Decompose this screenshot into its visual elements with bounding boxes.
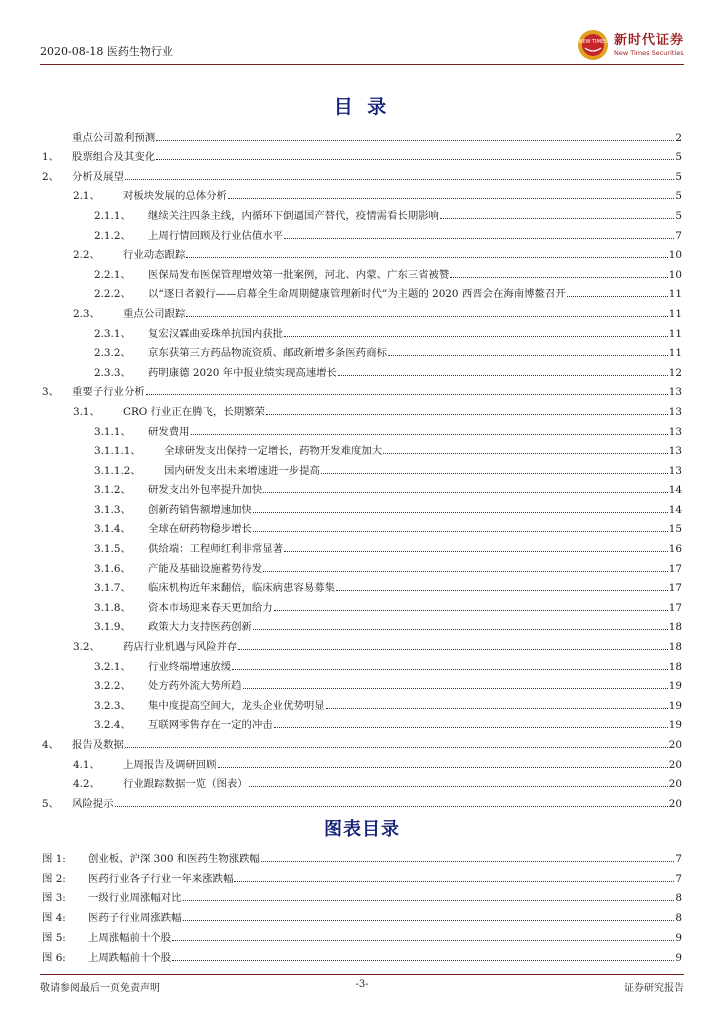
toc-entry[interactable] (42, 183, 682, 203)
toc-entry[interactable] (42, 418, 682, 438)
toc-entry-number: 3.1.9、 (94, 621, 131, 634)
footer-page-number: -3- (355, 979, 369, 990)
dot-leader (191, 434, 668, 435)
figure-entry-text: 创业板、沪深 300 和医药生物涨跌幅 (88, 852, 260, 865)
dot-leader (450, 277, 667, 278)
dot-leader (253, 531, 668, 532)
figure-entry[interactable] (42, 845, 682, 865)
toc-entry-text: 创新药销售额增速加快 (148, 503, 252, 516)
toc-entry-text: 行业动态跟踪 (123, 249, 186, 262)
figure-entry[interactable] (42, 924, 682, 944)
toc-entry-page: 18 (668, 641, 682, 654)
toc-entry-number: 2.3.1、 (94, 327, 131, 340)
dot-leader (274, 727, 668, 728)
company-logo (576, 28, 684, 62)
figure-entry-text: 上周跌幅前十个股 (88, 951, 172, 964)
page-footer (40, 974, 684, 994)
dot-leader (172, 940, 674, 941)
toc-entry-number: 3.1.1、 (94, 425, 131, 438)
toc-entry-page: 14 (668, 484, 682, 497)
figure-entry-text: 医药行业各子行业一年来涨跌幅 (88, 872, 234, 885)
figure-entry-text: 上周涨幅前十个股 (88, 931, 172, 944)
toc-entry-text: 临床机构近年来翻倍，临床病患容易募集 (148, 582, 336, 595)
figure-entry-page: 8 (675, 912, 682, 925)
toc-entry[interactable] (42, 771, 682, 791)
dot-leader (261, 861, 674, 862)
dot-leader (253, 512, 668, 513)
toc-entry-number: 3.2.3、 (94, 699, 131, 712)
toc-entry[interactable] (42, 692, 682, 712)
toc-entry[interactable] (42, 124, 682, 144)
toc-entry-number: 2.2.1、 (94, 268, 131, 281)
toc-entry-number: 3.1.1.1、 (94, 445, 141, 458)
toc-entry-page: 10 (668, 249, 682, 262)
toc-entry[interactable] (42, 320, 682, 340)
toc-entry-text: 上周报告及调研回顾 (123, 758, 217, 771)
toc-entry-page: 13 (668, 425, 682, 438)
toc-entry-page: 18 (668, 621, 682, 634)
figure-entry-page: 9 (675, 931, 682, 944)
toc-entry-text: 分析及展望 (72, 170, 124, 183)
toc-entry[interactable] (42, 242, 682, 262)
toc-entry-text: 重点公司盈利预测 (72, 131, 156, 144)
dot-leader (156, 140, 674, 141)
toc-entry[interactable] (42, 575, 682, 595)
toc-entry[interactable] (42, 516, 682, 536)
dot-leader (253, 629, 668, 630)
toc-entry-page: 14 (668, 503, 682, 516)
toc-entry-text: 重点公司跟踪 (123, 307, 186, 320)
toc-entry-number: 2.3、 (73, 307, 100, 320)
toc-entry-text: 产能及基础设施蓄势待发 (148, 562, 263, 575)
toc-entry-text: CRO 行业正在腾飞，长期繁荣 (123, 405, 265, 418)
toc-entry[interactable] (42, 751, 682, 771)
toc-entry-text: 报告及数据 (72, 739, 124, 751)
figure-entry-text: 医药子行业周涨跌幅 (88, 912, 182, 925)
toc-entry-page: 16 (668, 543, 682, 556)
toc-entry[interactable] (42, 202, 682, 222)
toc-entry-page: 20 (668, 758, 682, 771)
toc-entry-number: 2.1.2、 (94, 229, 131, 242)
toc-entry-text: 行业跟踪数据一览（图表） (123, 778, 248, 791)
figure-entry-number: 图 1: (42, 852, 66, 865)
dot-leader (234, 881, 674, 882)
toc-entry-text: 医保局发布医保管理增效第一批案例，河北、内蒙、广东三省被赞 (148, 268, 450, 281)
toc-entry-text: 资本市场迎来春天更加给力 (148, 601, 273, 614)
dot-leader (183, 920, 675, 921)
toc-entry-number: 3、 (42, 386, 60, 399)
toc-entry-text: 研发支出外包率提升加快 (148, 484, 263, 497)
toc-entry-number: 3.2.2、 (94, 680, 131, 693)
dot-leader (183, 900, 675, 901)
toc-entry-page: 5 (675, 170, 682, 183)
toc-entry-number: 2、 (42, 170, 60, 183)
dot-leader (284, 238, 674, 239)
figure-entry-page: 7 (675, 872, 682, 885)
dot-leader (146, 394, 668, 395)
figure-entry[interactable] (42, 885, 682, 905)
toc-entry-text: 供给端：工程师红利非常显著 (148, 543, 284, 556)
toc-entry-text: 互联网零售存在一定的冲击 (148, 719, 273, 732)
logo-chinese-name: 新时代证券 (613, 32, 684, 48)
dot-leader (228, 198, 674, 199)
toc-entry-page: 5 (675, 190, 682, 203)
dot-leader (567, 296, 668, 297)
toc-entry[interactable] (42, 633, 682, 653)
toc-entry-text: 全球在研药物稳步增长 (148, 523, 252, 536)
toc-entry[interactable] (42, 496, 682, 516)
toc-entry[interactable] (42, 438, 682, 458)
toc-entry-page: 20 (668, 797, 682, 810)
toc-entry-text: 以“逐日者毅行——启幕全生命周期健康管理新时代”为主题的 2020 西晋会在海南博鳌召开 (148, 288, 566, 301)
toc-entry-page: 5 (675, 151, 682, 164)
toc-entry[interactable] (42, 261, 682, 281)
figure-entry-number: 图 3: (42, 892, 66, 905)
toc-entry-number: 3.1.1.2、 (94, 464, 141, 477)
table-of-contents (42, 124, 682, 810)
toc-entry-page: 13 (668, 405, 682, 418)
toc-entry[interactable] (42, 790, 682, 810)
toc-entry-number: 3.2.1、 (94, 660, 131, 673)
toc-entry-text: 处方药外流大势所趋 (148, 680, 242, 693)
toc-entry-page: 13 (668, 464, 682, 477)
toc-entry-page: 12 (668, 366, 682, 379)
toc-heading: 目 录 (333, 96, 391, 118)
toc-entry-page: 11 (668, 288, 682, 301)
toc-entry-text: 上周行情回顾及行业估值水平 (148, 229, 284, 242)
toc-entry-text: 对板块发展的总体分析 (123, 190, 227, 203)
toc-entry-number: 1、 (42, 151, 60, 164)
footer-disclaimer: 敬请参阅最后一页免责声明 (40, 983, 160, 994)
toc-entry-page: 7 (675, 229, 682, 242)
new-times-logo-icon (576, 28, 610, 62)
toc-entry-page: 17 (668, 601, 682, 614)
toc-entry[interactable] (42, 281, 682, 301)
dot-leader (125, 747, 668, 748)
toc-entry-text: 药明康德 2020 年中报业绩实现高速增长 (148, 366, 337, 379)
logo-mark-text: NEW TIMES (578, 39, 608, 45)
toc-entry-number: 2.3.3、 (94, 366, 131, 379)
toc-entry-number: 3.1.8、 (94, 601, 131, 614)
dot-leader (266, 414, 668, 415)
dot-leader (243, 688, 668, 689)
toc-entry-number: 2.3.2、 (94, 347, 131, 360)
toc-entry-text: 京东获第三方药品物流资质、邮政新增多条医药商标 (148, 347, 387, 360)
toc-entry[interactable] (42, 712, 682, 732)
dot-leader (156, 159, 674, 160)
toc-entry[interactable] (42, 731, 682, 751)
dot-leader (321, 473, 668, 474)
toc-entry-text: 继续关注四条主线，内循环下倒逼国产替代，疫情需看长期影响 (148, 209, 439, 222)
toc-entry-number: 3.1.6、 (94, 562, 131, 575)
dot-leader (338, 375, 668, 376)
toc-entry[interactable] (42, 222, 682, 242)
toc-entry-page: 2 (675, 131, 682, 144)
toc-entry-number: 3.1.3、 (94, 503, 131, 516)
toc-entry-page: 5 (675, 209, 682, 222)
toc-entry-text: 复宏汉霖曲妥珠单抗国内获批 (148, 327, 284, 340)
dot-leader (274, 610, 668, 611)
toc-entry-page: 19 (668, 680, 682, 693)
dot-leader (238, 649, 667, 650)
page-header (40, 32, 684, 65)
dot-leader (186, 257, 667, 258)
toc-entry-page: 20 (668, 778, 682, 791)
toc-entry[interactable] (42, 359, 682, 379)
toc-entry-number: 2.1、 (73, 190, 100, 203)
dot-leader (218, 767, 668, 768)
toc-entry-number: 3.2、 (73, 641, 100, 654)
figure-entry-page: 9 (675, 951, 682, 964)
dot-leader (388, 355, 668, 356)
toc-entry[interactable] (42, 163, 682, 183)
toc-entry[interactable] (42, 144, 682, 164)
toc-entry[interactable] (42, 457, 682, 477)
toc-entry[interactable] (42, 300, 682, 320)
figures-list (42, 845, 682, 964)
toc-entry[interactable] (42, 594, 682, 614)
toc-entry-text: 风险提示 (72, 797, 114, 810)
dot-leader (284, 336, 668, 337)
toc-entry-number: 4.2、 (73, 778, 100, 791)
dot-leader (232, 669, 668, 670)
toc-entry[interactable] (42, 614, 682, 634)
dot-leader (172, 960, 674, 961)
figure-entry-page: 8 (675, 892, 682, 905)
toc-entry-page: 11 (668, 307, 682, 320)
dot-leader (115, 806, 668, 807)
dot-leader (263, 492, 667, 493)
toc-entry-number: 3.2.4、 (94, 719, 131, 732)
figure-entry-number: 图 4: (42, 912, 66, 925)
figure-entry-number: 图 5: (42, 931, 66, 944)
toc-entry-page: 13 (668, 445, 682, 458)
toc-entry[interactable] (42, 653, 682, 673)
figure-entry-number: 图 2: (42, 872, 66, 885)
toc-entry-number: 4、 (42, 739, 60, 751)
toc-entry-text: 研发费用 (148, 425, 190, 438)
dot-leader (186, 316, 667, 317)
toc-entry[interactable] (42, 673, 682, 693)
toc-entry[interactable] (42, 340, 682, 360)
figure-entry-text: 一级行业周涨幅对比 (88, 892, 182, 905)
toc-entry-page: 13 (668, 386, 682, 399)
toc-entry-text: 国内研发支出未来增速进一步提高 (164, 464, 320, 477)
toc-entry-number: 4.1、 (73, 758, 100, 771)
figure-entry[interactable] (42, 904, 682, 924)
toc-entry-page: 11 (668, 327, 682, 340)
toc-entry-number: 3.1.4、 (94, 523, 131, 536)
toc-entry[interactable] (42, 398, 682, 418)
toc-entry-page: 19 (668, 699, 682, 712)
toc-entry-page: 11 (668, 347, 682, 360)
dot-leader (336, 590, 668, 591)
toc-entry-text: 药店行业机遇与风险并存 (123, 641, 238, 654)
toc-entry-number: 3.1.2、 (94, 484, 131, 497)
header-date-sector: 2020-08-18 医药生物行业 (40, 45, 173, 58)
toc-entry-text: 集中度提高空间大，龙头企业优势明显 (148, 699, 325, 712)
toc-entry-page: 17 (668, 562, 682, 575)
toc-entry-page: 10 (668, 268, 682, 281)
toc-entry-page: 20 (668, 739, 682, 751)
dot-leader (263, 571, 667, 572)
toc-entry-text: 全球研发支出保持一定增长，药物开发难度加大 (164, 445, 383, 458)
footer-report-type: 证券研究报告 (624, 983, 684, 994)
toc-entry-text: 股票组合及其变化 (72, 151, 156, 164)
toc-entry[interactable] (42, 379, 682, 399)
toc-entry-number: 2.1.1、 (94, 209, 131, 222)
figure-entry[interactable] (42, 944, 682, 964)
toc-entry-number: 3.1、 (73, 405, 100, 418)
dot-leader (326, 708, 668, 709)
logo-english-name: New Times Securities (613, 48, 684, 57)
toc-entry-number: 3.1.5、 (94, 543, 131, 556)
toc-entry-text: 政策大力支持医药创新 (148, 621, 252, 634)
figure-entry-number: 图 6: (42, 951, 66, 964)
dot-leader (284, 551, 668, 552)
toc-entry-number: 2.2、 (73, 249, 100, 262)
toc-entry-page: 19 (668, 719, 682, 732)
toc-entry[interactable] (42, 555, 682, 575)
toc-entry-number: 2.2.2、 (94, 288, 131, 301)
dot-leader (125, 179, 674, 180)
toc-entry[interactable] (42, 477, 682, 497)
toc-entry-page: 15 (668, 523, 682, 536)
toc-entry-page: 18 (668, 660, 682, 673)
figures-heading: 图表目录 (324, 819, 400, 840)
toc-entry-number: 5、 (42, 797, 60, 810)
toc-entry-number: 3.1.7、 (94, 582, 131, 595)
toc-entry-text: 重要子行业分析 (72, 386, 145, 399)
dot-leader (383, 453, 668, 454)
toc-entry[interactable] (42, 535, 682, 555)
toc-entry-text: 行业终端增速放缓 (148, 660, 232, 673)
figure-entry[interactable] (42, 865, 682, 885)
dot-leader (249, 786, 668, 787)
toc-entry-page: 17 (668, 582, 682, 595)
figure-entry-page: 7 (675, 852, 682, 865)
dot-leader (440, 218, 674, 219)
